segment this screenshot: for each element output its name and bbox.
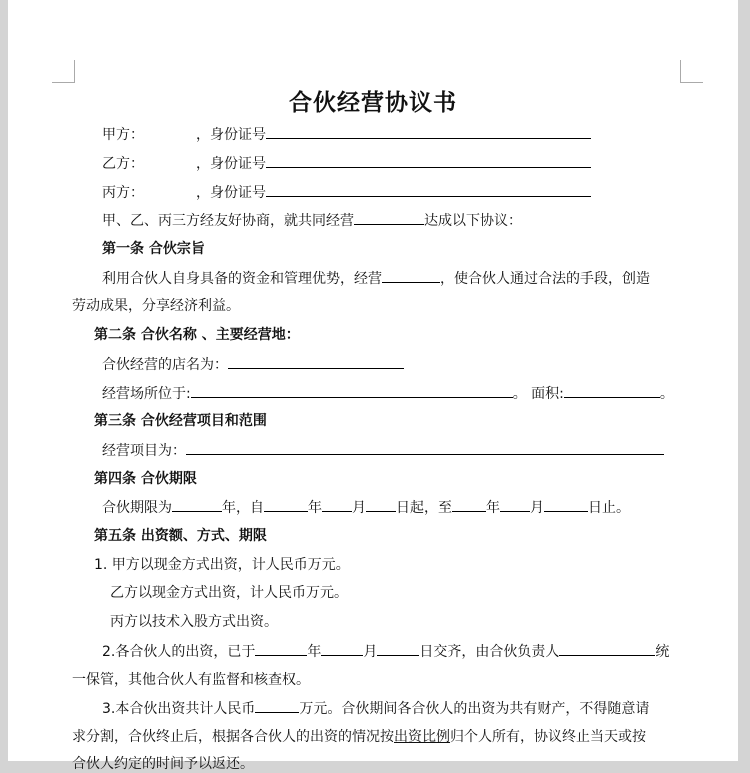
article3-heading: 第三条 合伙经营项目和范围 xyxy=(94,413,267,429)
article1-text xyxy=(102,269,650,288)
party-c-id-blank[interactable] xyxy=(266,183,591,197)
end-year-label: 年 xyxy=(486,500,500,516)
document-page xyxy=(8,0,738,772)
shop-name-label: 合伙经营的店名为： xyxy=(102,357,228,373)
end-month-blank[interactable] xyxy=(500,498,530,512)
party-a-label: 甲方： xyxy=(102,127,144,143)
p3-ratio-link: 出资比例 xyxy=(394,729,450,745)
article5-p2-cont: 一保管，其他合伙人有监督和核查权。 xyxy=(72,672,310,688)
shop-name-blank[interactable] xyxy=(228,355,404,369)
p2-month-label: 月 xyxy=(363,644,378,660)
party-c-id-label: ，身份证号 xyxy=(196,185,266,201)
party-b-id-blank[interactable] xyxy=(266,154,591,168)
p3-text-e: 归个人所有，协议终止当天或按 xyxy=(450,729,646,745)
party-b-line xyxy=(102,154,591,173)
area-blank[interactable] xyxy=(564,384,660,398)
term-label: 合伙期限为 xyxy=(102,500,172,516)
article1-text-before: 利用合伙人自身具备的资金和管理优势，经营 xyxy=(102,271,382,287)
document-title: 合伙经营协议书 xyxy=(289,89,457,116)
start-day-blank[interactable] xyxy=(366,498,396,512)
article2-heading: 第二条 合伙名称 、主要经营地： xyxy=(94,327,300,343)
items-label: 经营项目为： xyxy=(102,443,186,459)
article5-p1b: 乙方以现金方式出资，计人民币万元。 xyxy=(110,585,348,601)
end-month-label: 月 xyxy=(530,500,544,516)
article1-business-blank[interactable] xyxy=(382,269,440,283)
article1-heading: 第一条 合伙宗旨 xyxy=(102,241,205,257)
p3-text-c: 求分割，合伙终止后，根据各合伙人的出资的情况按 xyxy=(72,729,394,745)
article2-location-line xyxy=(102,384,674,403)
article5-p2 xyxy=(102,642,669,661)
p2-manager-blank[interactable] xyxy=(559,642,655,656)
start-day-label: 日起，至 xyxy=(396,500,452,516)
start-year-label: 年 xyxy=(308,500,322,516)
p2-text-e: 统 xyxy=(655,644,670,660)
article4-heading: 第四条 合伙期限 xyxy=(94,471,197,487)
article1-text-after: ，使合伙人通过合法的手段，创造 xyxy=(440,271,650,287)
term-years-blank[interactable] xyxy=(172,498,222,512)
party-c-label: 丙方： xyxy=(102,185,144,201)
start-month-blank[interactable] xyxy=(322,498,352,512)
intro-after: 达成以下协议： xyxy=(424,213,522,229)
party-a-line xyxy=(102,125,591,144)
end-year-blank[interactable] xyxy=(452,498,486,512)
article5-p3 xyxy=(102,699,649,718)
intro-business-blank[interactable] xyxy=(354,211,424,225)
article5-p1c: 丙方以技术入股方式出资。 xyxy=(110,614,278,630)
article5-p3-line2 xyxy=(72,728,646,746)
area-period: 。 xyxy=(659,386,674,402)
article2-shop-line xyxy=(102,355,404,374)
article3-items-line xyxy=(102,441,664,460)
p2-day-blank[interactable] xyxy=(377,642,419,656)
p2-text-d: 日交齐，由合伙负责人 xyxy=(419,644,560,660)
margin-corner-top-left xyxy=(52,60,75,83)
items-blank[interactable] xyxy=(186,441,664,455)
margin-corner-top-right xyxy=(680,60,703,83)
location-blank[interactable] xyxy=(191,384,513,398)
article5-heading: 第五条 出资额、方式、期限 xyxy=(94,528,267,544)
party-b-label: 乙方： xyxy=(102,156,144,172)
p2-year-blank[interactable] xyxy=(255,642,307,656)
p2-text-a: 2.各合伙人的出资，已于 xyxy=(102,644,256,660)
party-a-id-label: ，身份证号 xyxy=(196,127,266,143)
area-label: 。 面积: xyxy=(512,386,564,402)
article4-term-line xyxy=(102,498,630,517)
intro-before: 甲、乙、丙三方经友好协商，就共同经营 xyxy=(102,213,354,229)
party-c-line xyxy=(102,183,591,202)
end-day-blank[interactable] xyxy=(544,498,588,512)
party-b-id-label: ，身份证号 xyxy=(196,156,266,172)
end-day-label: 日止。 xyxy=(588,500,630,516)
article5-p1: 1. 甲方以现金方式出资，计人民币万元。 xyxy=(94,557,350,573)
article5-p3-line3: 合伙人约定的时间予以返还。 xyxy=(72,756,254,772)
start-month-label: 月 xyxy=(352,500,366,516)
p2-month-blank[interactable] xyxy=(321,642,363,656)
intro-line xyxy=(102,211,522,230)
term-from-label: 年，自 xyxy=(222,500,264,516)
start-year-blank[interactable] xyxy=(264,498,308,512)
p2-year-label: 年 xyxy=(307,644,322,660)
p3-amount-blank[interactable] xyxy=(255,699,299,713)
p3-text-a: 3.本合伙出资共计人民币 xyxy=(102,701,256,717)
article1-text-cont: 劳动成果，分享经济利益。 xyxy=(72,298,240,314)
location-label: 经营场所位于: xyxy=(102,386,191,402)
party-a-id-blank[interactable] xyxy=(266,125,591,139)
p3-text-b: 万元。合伙期间各合伙人的出资为共有财产，不得随意请 xyxy=(299,701,650,717)
